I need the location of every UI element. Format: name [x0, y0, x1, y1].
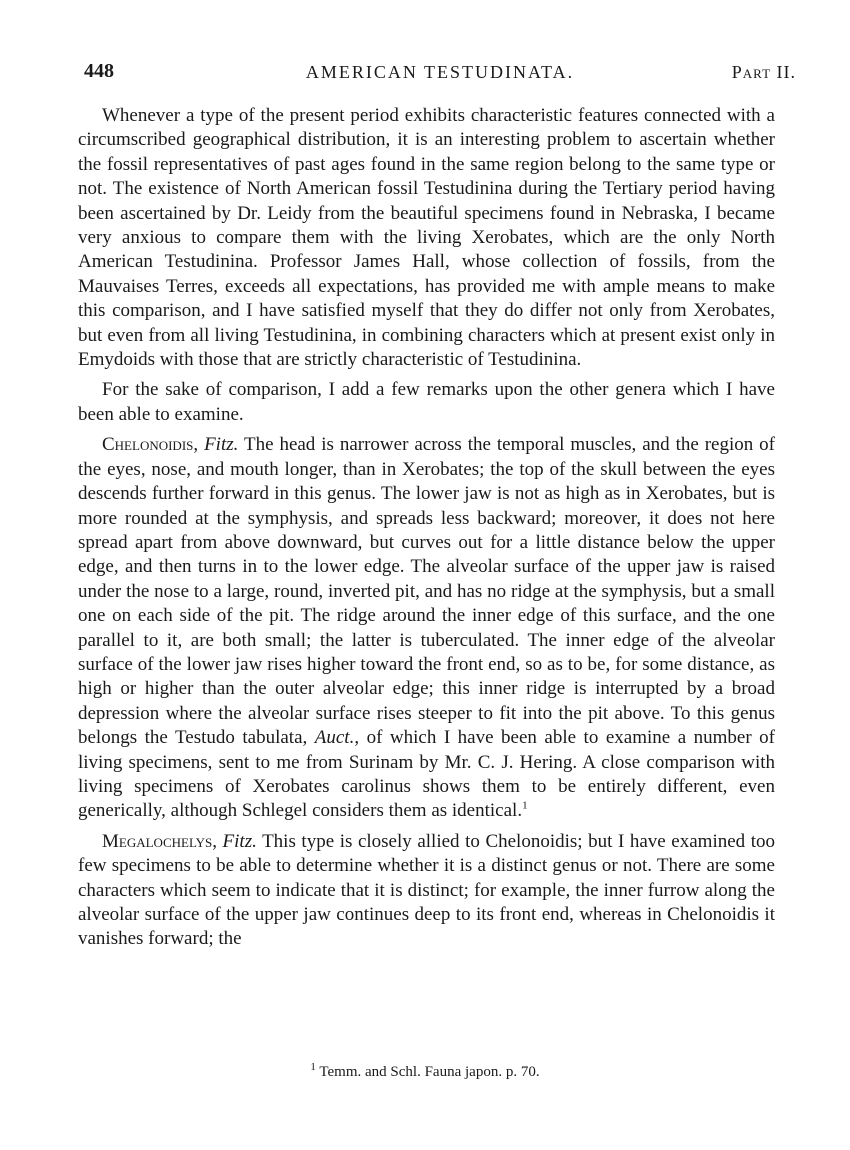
body-text — [78, 104, 775, 958]
paragraph-text: , of which I have been able to examine a number of living specimens, sent to me from Surinam by Mr. C. J. Hering. A close comparison with living specimens of Xerobates carolinus shows them to be entirely different, even generically, although Schlegel considers them as identical. — [78, 727, 775, 822]
footnote-text: Temm. and Schl. Fauna japon. p. 70. — [315, 1064, 540, 1080]
paragraph: Whenever a type of the present period exhibits characteristic features connected with a circumscribed geographical distribution, it is an interesting problem to ascertain whether the fossil representatives of past ages found in the same region belong to the same type or not. The existence of North American fossil Testudinina during the Tertiary period having been ascertained by Dr. Leidy from the beautiful specimens found in Nebraska, I became very anxious to compare them with the living Xerobates, which are the only North American Testudinina. Professor James Hall, whose collection of fossils, from the Mauvaises Terres, exceeds all expectations, has provided me with ample means to make this comparison, and I have satisfied myself that they do differ not only from Xerobates, but even from all living Testudinina, in combining characters which at present exist only in Emydoids with those that are strictly characteristic of Testudinina. — [78, 105, 775, 371]
author-abbrev: Fitz. — [204, 434, 239, 456]
footnote-mark: 1 — [310, 1061, 316, 1073]
author-abbrev: Auct. — [314, 727, 355, 749]
part-label: Part II. — [731, 62, 796, 82]
paragraph-megalochelys — [78, 830, 775, 952]
author-abbrev: Fitz. — [222, 830, 257, 852]
page-number: 448 — [84, 60, 114, 82]
paragraph: For the sake of comparison, I add a few remarks upon the other genera which I have been able to examine. — [78, 379, 775, 425]
paragraph-text: This type is closely allied to Chelonoidis; but I have examined too few specimens to be able to determine whether it is a distinct genus or not. There are some characters which seem to indicate that it is distinct; for example, the inner furrow along the alveolar surface of the upper jaw continues deep to its front end, whereas in Chelonoidis it vanishes forward; the — [78, 830, 776, 950]
paragraph-chelonoidis — [78, 433, 775, 824]
page-header — [84, 60, 796, 90]
genus-name: Chelonoidis, — [102, 434, 199, 456]
genus-name: Megalochelys, — [102, 830, 217, 852]
paragraph-text: The head is narrower across the temporal muscles, and the region of the eyes, nose, and mouth longer, than in Xerobates; the top of the skull between the eyes descends further forward in this genus. The lower jaw is not as high as in Xerobates, but is more rounded at the symphysis, and spreads less backward; moreover, it does not here spread apart from above downward, but curves out for a little distance below the upper edge, and then turns in to the lower edge. The alveolar surface of the upper jaw is raised under the nose to a large, round, inverted pit, and has no ridge at the symphysis, but a small one on each side of the pit. The ridge around the inner edge of this surface, and the one parallel to it, are both small; the latter is tuberculated. The inner edge of the alveolar surface of the lower jaw rises higher toward the front end, so as to be, for some distance, as high or higher than the outer alveolar edge; this inner ridge is interrupted by a broad depression where the alveolar surface rises steeper to fit into the pit above. To this genus belongs the Testudo tabulata, — [78, 434, 776, 749]
footnote-ref: 1 — [522, 800, 528, 813]
running-title: AMERICAN TESTUDINATA. — [305, 62, 575, 82]
footnote — [0, 1061, 850, 1081]
